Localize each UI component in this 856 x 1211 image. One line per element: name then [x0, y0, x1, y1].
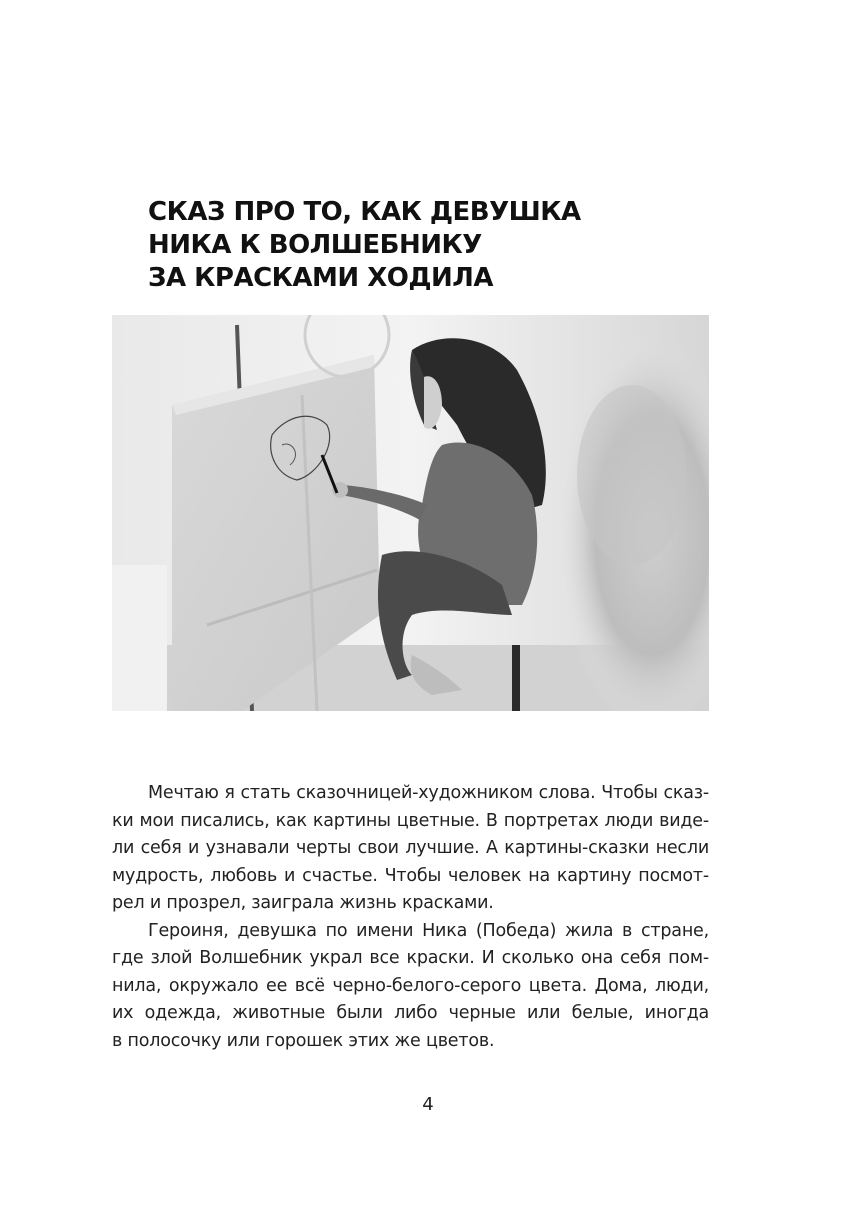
text-line: ки мои писались, как картины цветные. В портретах люди виде- — [112, 810, 709, 831]
text-line: в полосочку или горошек этих же цветов. — [112, 1030, 495, 1051]
page-number: 4 — [422, 1094, 434, 1115]
text-line: рел и прозрел, заиграла жизнь красками. — [112, 893, 494, 913]
text-line: Героиня, девушка по имени Ника (Победа) жила в стране, — [148, 920, 709, 941]
text-line: ли себя и узнавали черты свои лучшие. А картины-сказки несли — [112, 838, 709, 858]
chapter-title — [148, 196, 708, 295]
text-line: Мечтаю я стать сказочницей-художником слова. Чтобы сказ- — [148, 783, 709, 803]
body-text — [112, 780, 709, 1055]
photo-drawing — [112, 315, 709, 711]
illustration-photo-woman-painting-at-easel — [112, 315, 709, 711]
title-line: НИКА К ВОЛШЕБНИКУ — [148, 230, 482, 260]
title-line: СКАЗ ПРО ТО, КАК ДЕВУШКА — [148, 197, 581, 227]
text-line: их одежда, животные были либо черные или белые, иногда — [112, 1003, 709, 1023]
text-line: нила, окружало ее всё черно-белого-серого цвета. Дома, люди, — [112, 975, 709, 996]
text-line: мудрость, любовь и счастье. Чтобы человек на картину посмот- — [112, 865, 709, 886]
title-line: ЗА КРАСКАМИ ХОДИЛА — [148, 263, 493, 293]
text-line: где злой Волшебник украл все краски. И сколько она себя пом- — [112, 948, 709, 968]
